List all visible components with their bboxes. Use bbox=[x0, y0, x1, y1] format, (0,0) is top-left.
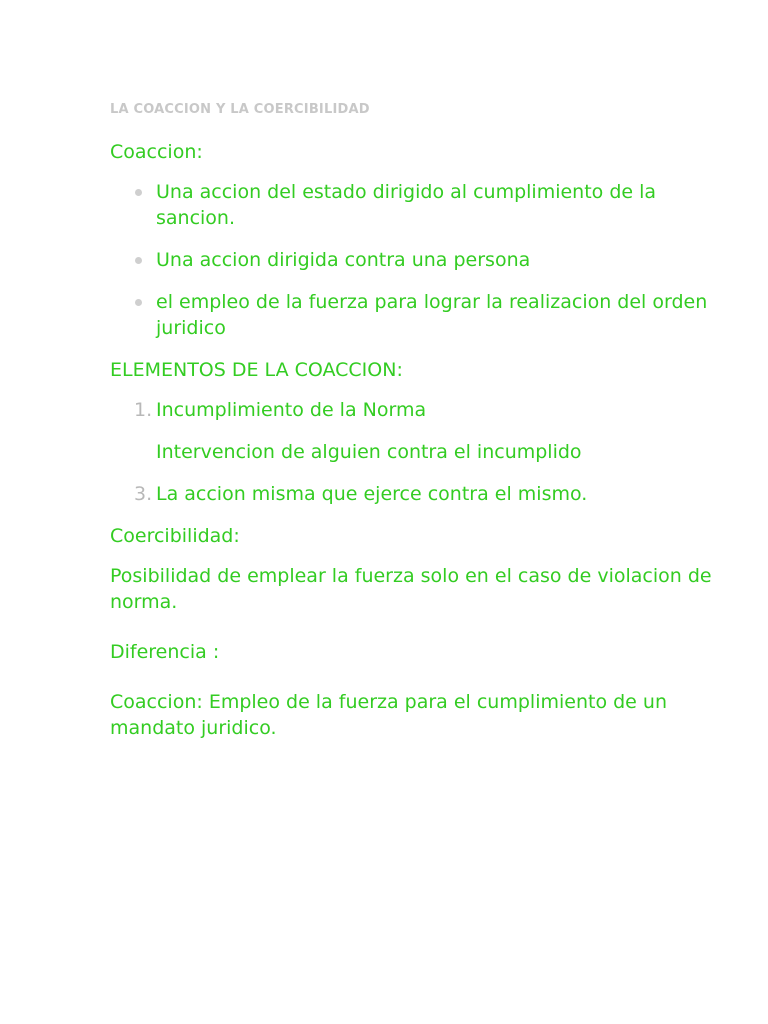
bullet-icon bbox=[135, 189, 142, 196]
coaccion-list bbox=[110, 179, 768, 341]
list-item bbox=[110, 179, 716, 231]
coercibilidad-heading: Coercibilidad: bbox=[110, 525, 240, 547]
list-item-text: Una accion dirigida contra una persona bbox=[156, 249, 531, 271]
list-item bbox=[110, 289, 768, 341]
coaccion-heading: Coaccion: bbox=[110, 141, 203, 163]
list-item bbox=[110, 397, 768, 423]
document-title: LA COACCION Y LA COERCIBILIDAD bbox=[110, 102, 370, 117]
list-item-text: La accion misma que ejerce contra el mismo. bbox=[156, 483, 588, 505]
list-item-text: Una accion del estado dirigido al cumplimiento de la sancion. bbox=[156, 181, 657, 229]
diferencia-heading: Diferencia : bbox=[110, 641, 220, 663]
list-number: 1. bbox=[134, 399, 153, 421]
list-item-text: Intervencion de alguien contra el incumplido bbox=[156, 441, 582, 463]
list-item bbox=[110, 439, 768, 465]
coercibilidad-paragraph: Posibilidad de emplear la fuerza solo en el caso de violacion de norma. bbox=[110, 565, 712, 613]
elementos-list bbox=[110, 397, 768, 507]
elementos-heading: ELEMENTOS DE LA COACCION: bbox=[110, 359, 403, 381]
diferencia-paragraph: Coaccion: Empleo de la fuerza para el cumplimiento de un mandato juridico. bbox=[110, 691, 667, 739]
bullet-icon bbox=[135, 257, 142, 264]
document-page bbox=[110, 102, 768, 741]
list-item bbox=[110, 247, 768, 273]
list-item-text: Incumplimiento de la Norma bbox=[156, 399, 427, 421]
bullet-icon bbox=[135, 299, 142, 306]
list-item-text: el empleo de la fuerza para lograr la realizacion del orden juridico bbox=[156, 291, 708, 339]
list-number: 3. bbox=[134, 483, 153, 505]
list-item bbox=[110, 481, 768, 507]
